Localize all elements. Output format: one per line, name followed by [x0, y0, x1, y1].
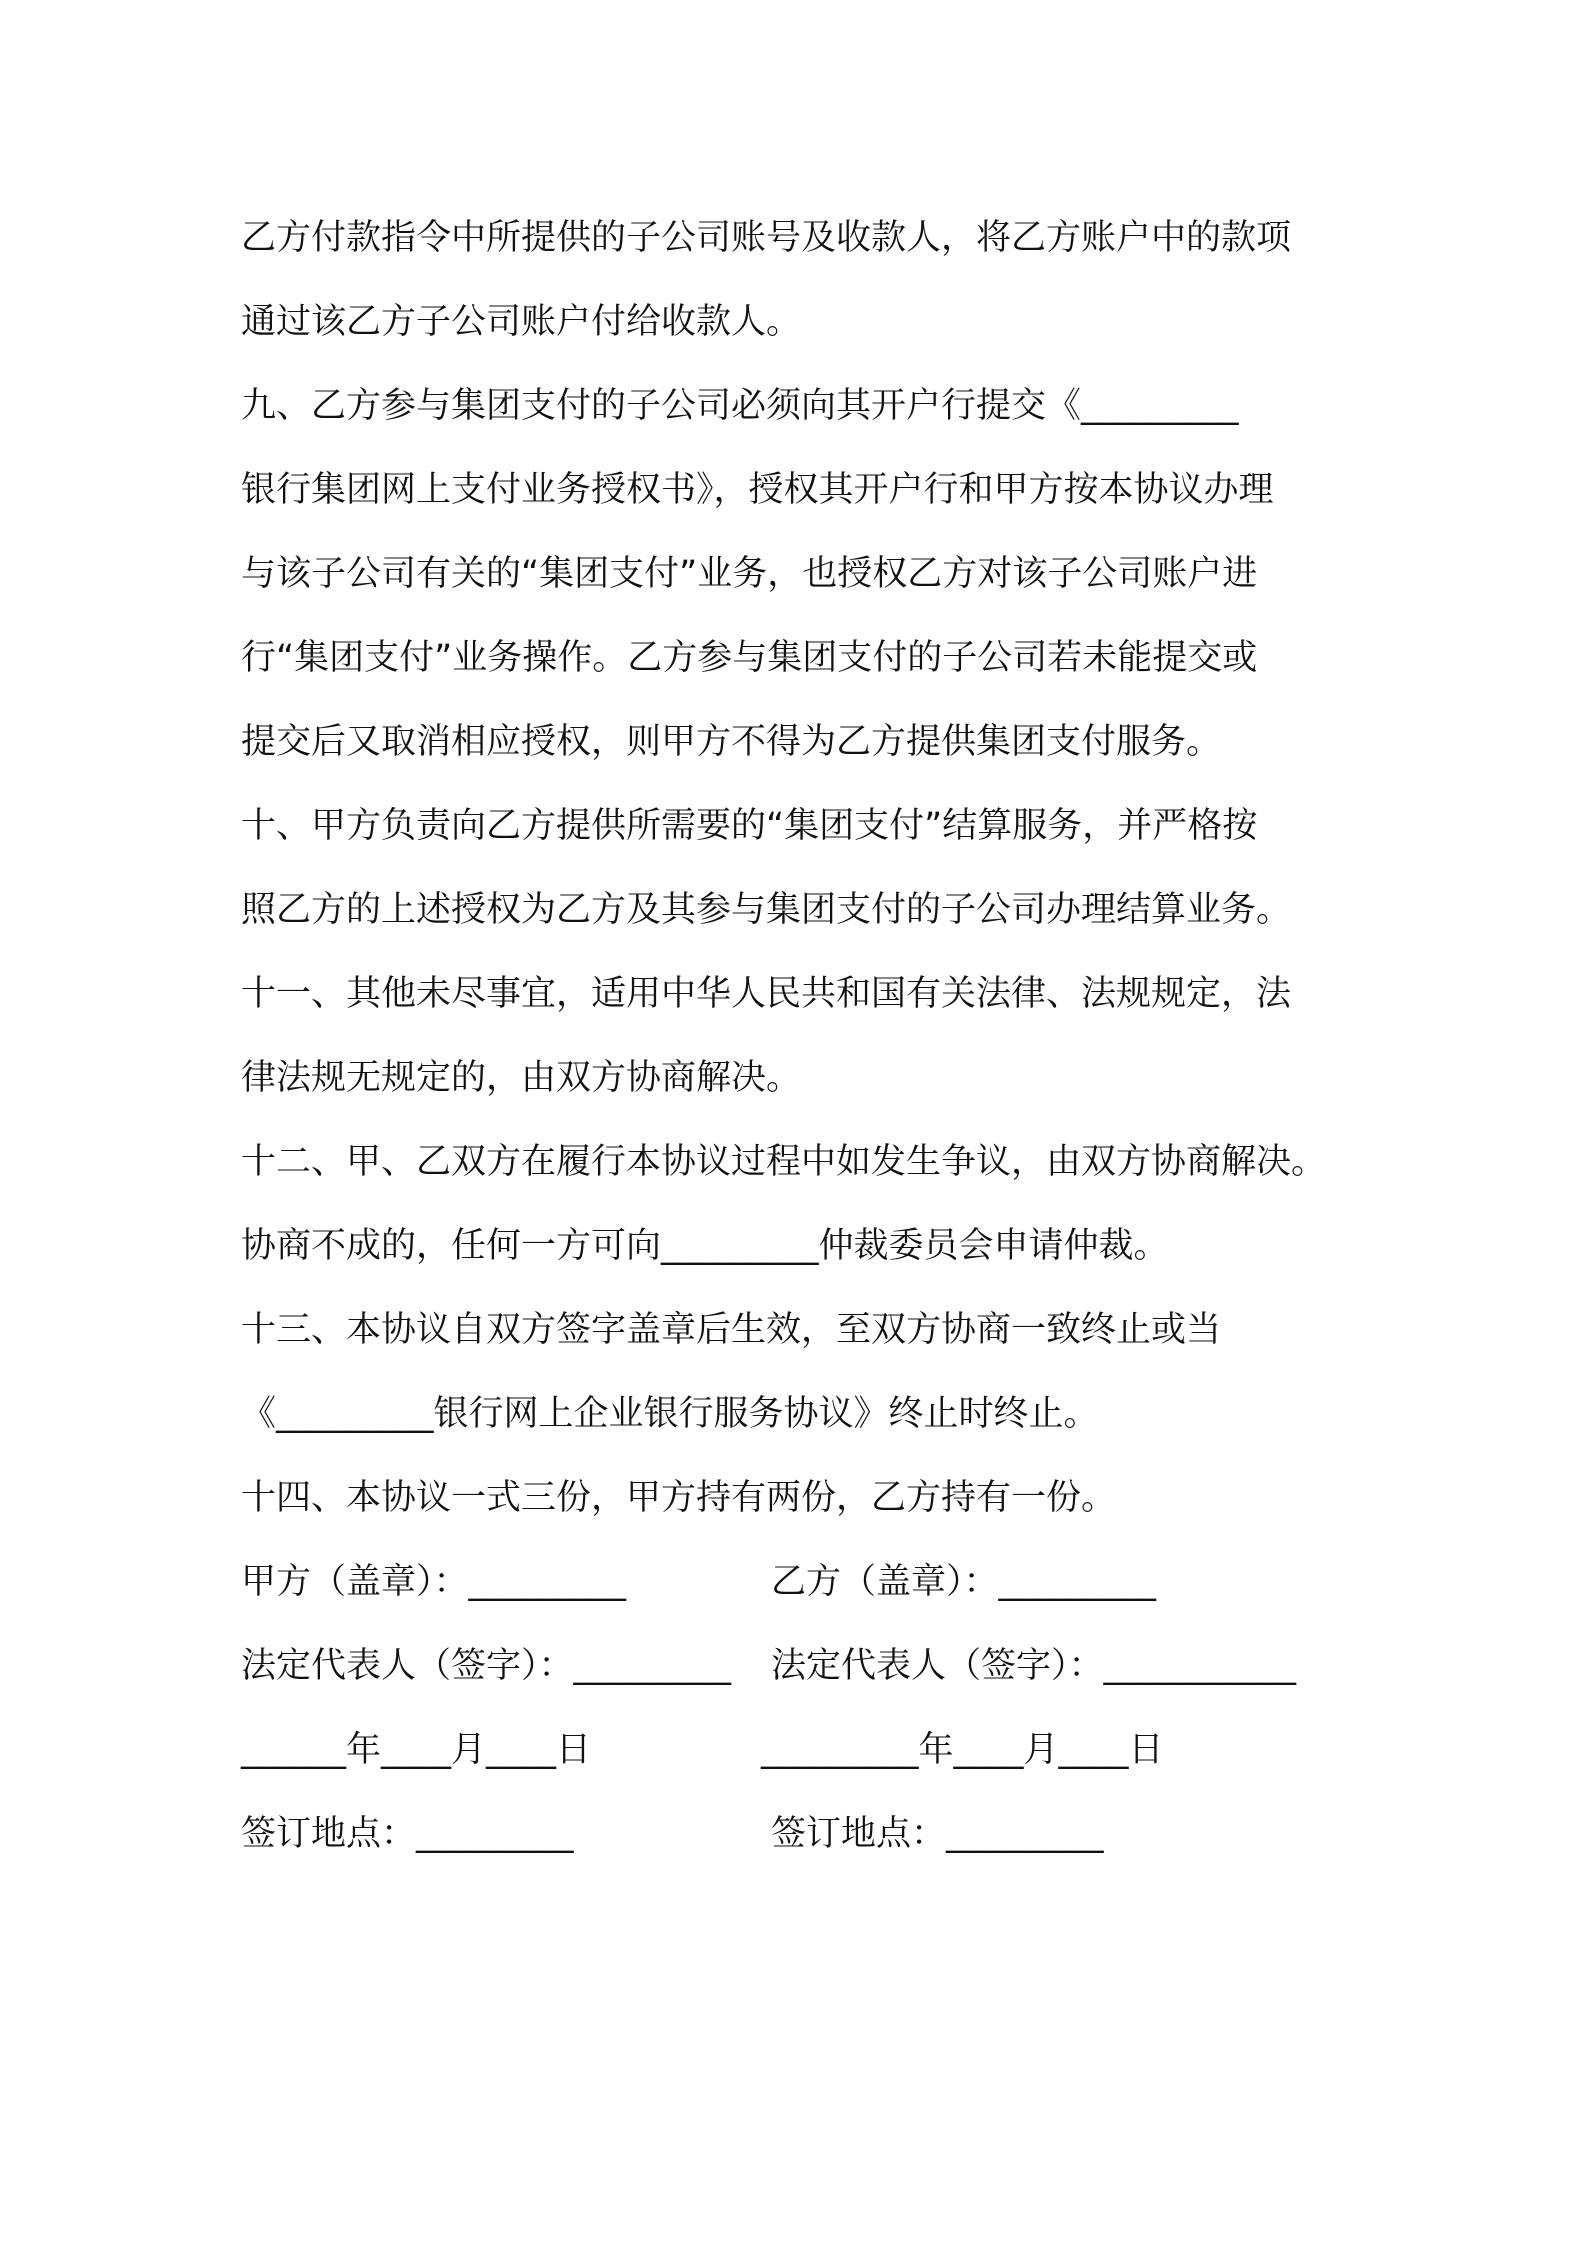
- signature-place-row: [241, 1792, 1361, 1876]
- party-b-place-field: 签订地点：_________: [771, 1814, 1104, 1854]
- signature-date-row: [241, 1708, 1361, 1792]
- clause-10-line: 十、甲方负责向乙方提供所需要的“集团支付”结算服务，并严格按: [241, 806, 1258, 846]
- party-b-date-field: _________年____月____日: [761, 1730, 1164, 1770]
- body-line: 银行集团网上支付业务授权书》，授权其开户行和甲方按本协议办理: [241, 470, 1274, 510]
- clause-13-line: 十三、本协议自双方签字盖章后生效，至双方协商一致终止或当: [241, 1310, 1222, 1350]
- body-line: 乙方付款指令中所提供的子公司账号及收款人，将乙方账户中的款项: [241, 218, 1292, 258]
- party-a-rep-field: 法定代表人（签字）：_________: [241, 1646, 732, 1686]
- body-line: 律法规无规定的，由双方协商解决。: [241, 1058, 802, 1098]
- party-b-seal-field: 乙方（盖章）：_________: [771, 1562, 1157, 1602]
- clause-11-line: 十一、其他未尽事宜，适用中华人民共和国有关法律、法规规定，法: [241, 974, 1292, 1014]
- party-a-place-field: 签订地点：_________: [241, 1814, 574, 1854]
- signature-rep-row: [241, 1624, 1361, 1708]
- body-line: 通过该乙方子公司账户付给收款人。: [241, 302, 802, 342]
- body-line: 提交后又取消相应授权，则甲方不得为乙方提供集团支付服务。: [241, 722, 1222, 762]
- body-line: 行“集团支付”业务操作。乙方参与集团支付的子公司若未能提交或: [241, 638, 1258, 678]
- clause-9-line: 九、乙方参与集团支付的子公司必须向其开户行提交《_________: [241, 386, 1239, 426]
- document-body: [241, 196, 1361, 1876]
- body-line: 照乙方的上述授权为乙方及其参与集团支付的子公司办理结算业务。: [241, 890, 1292, 930]
- signature-seal-row: [241, 1540, 1361, 1624]
- body-line: 协商不成的，任何一方可向_________仲裁委员会申请仲裁。: [241, 1226, 1169, 1266]
- body-line: 与该子公司有关的“集团支付”业务，也授权乙方对该子公司账户进: [241, 554, 1258, 594]
- party-a-date-field: ______年____月____日: [241, 1730, 592, 1770]
- party-b-rep-field: 法定代表人（签字）：___________: [771, 1646, 1297, 1686]
- party-a-seal-field: 甲方（盖章）：_________: [241, 1562, 627, 1602]
- clause-14-line: 十四、本协议一式三份，甲方持有两份，乙方持有一份。: [241, 1478, 1117, 1518]
- body-line: 《_________银行网上企业银行服务协议》终止时终止。: [241, 1394, 1099, 1434]
- clause-12-line: 十二、甲、乙双方在履行本协议过程中如发生争议，由双方协商解决。: [241, 1142, 1327, 1182]
